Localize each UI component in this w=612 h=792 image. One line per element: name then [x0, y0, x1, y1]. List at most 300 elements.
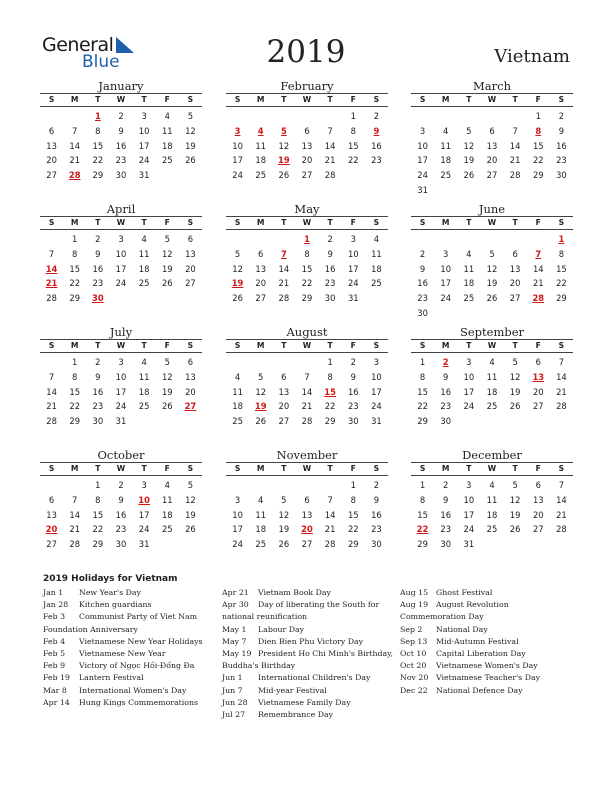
day-cell: 22 [417, 401, 428, 412]
day-cell: 26 [161, 401, 173, 412]
day-cell: 27 [185, 278, 196, 289]
day-cell: 9 [558, 125, 565, 136]
holiday-list-item [222, 697, 400, 709]
holiday-name: Ghost Festival [436, 588, 493, 597]
holiday-day-cell: 7 [280, 248, 287, 259]
day-cell: 29 [92, 539, 104, 550]
day-cell: 28 [556, 524, 567, 535]
day-cell: 1 [419, 480, 426, 490]
weekday-label: M [256, 341, 265, 350]
weekday-label: S [558, 341, 565, 350]
month-name: July [109, 325, 133, 339]
day-cell: 14 [69, 509, 81, 520]
day-cell: 13 [509, 263, 521, 274]
holiday-day-cell: 5 [280, 125, 287, 136]
holiday-date: Feb 19 [43, 673, 70, 683]
day-cell: 11 [161, 125, 173, 136]
holiday-name: Mid-Autumn Festival [436, 636, 519, 646]
weekday-label: T [95, 218, 101, 227]
day-cell: 26 [278, 170, 290, 181]
day-cell: 11 [371, 248, 382, 259]
day-grid [226, 478, 388, 552]
day-cell: 9 [443, 371, 449, 382]
day-cell: 5 [512, 480, 518, 490]
holiday-date: Oct 20 [400, 661, 427, 671]
day-cell: 10 [463, 494, 475, 505]
day-cell: 12 [161, 248, 173, 259]
day-cell: 19 [185, 509, 196, 520]
day-cell: 10 [115, 248, 127, 259]
day-cell: 18 [371, 263, 382, 274]
day-cell: 19 [509, 509, 521, 520]
weekday-label: T [466, 218, 472, 227]
weekday-label: S [419, 341, 426, 350]
month-name: September [459, 325, 525, 339]
holiday-list-item [222, 685, 400, 697]
day-cell: 19 [486, 278, 498, 289]
day-cell: 3 [141, 480, 147, 490]
day-cell: 5 [164, 234, 170, 244]
weekday-header [226, 93, 388, 107]
day-cell: 13 [185, 248, 196, 259]
day-cell: 4 [164, 480, 170, 490]
empty-day-cell [63, 478, 86, 493]
day-cell: 6 [304, 125, 310, 136]
day-cell: 17 [463, 386, 475, 397]
day-cell: 17 [232, 155, 243, 166]
day-cell: 13 [301, 509, 313, 520]
day-cell: 8 [350, 494, 356, 505]
holiday-name: Vietnamese New Year [79, 649, 166, 659]
day-cell: 18 [486, 386, 498, 397]
holiday-name: Foundation Anniversary [43, 624, 138, 634]
holiday-date: Sep 2 [400, 624, 423, 634]
holiday-day-cell: 30 [92, 293, 104, 304]
day-cell: 24 [440, 293, 452, 304]
month-name: August [286, 325, 328, 339]
day-cell: 28 [324, 170, 336, 181]
day-cell: 18 [232, 401, 243, 412]
day-cell: 26 [185, 155, 196, 166]
day-cell: 5 [512, 357, 518, 367]
weekday-label: M [441, 218, 450, 227]
empty-day-cell [272, 232, 295, 247]
day-cell: 7 [558, 357, 565, 367]
holiday-name: national reunification [222, 612, 308, 622]
weekday-label: S [373, 464, 380, 473]
day-cell: 21 [301, 401, 313, 412]
empty-day-cell [527, 232, 550, 247]
day-cell: 21 [46, 401, 57, 412]
weekday-label: M [70, 464, 79, 473]
weekday-label: S [187, 341, 194, 350]
day-cell: 20 [509, 278, 521, 289]
day-cell: 23 [92, 278, 104, 289]
day-cell: 24 [463, 524, 475, 535]
day-cell: 11 [161, 494, 173, 505]
holiday-list-item [400, 611, 578, 623]
day-cell: 13 [486, 140, 498, 151]
day-cell: 24 [115, 278, 127, 289]
day-cell: 29 [417, 416, 428, 427]
day-cell: 12 [509, 371, 521, 382]
holiday-date: Jun 1 [222, 673, 243, 683]
holiday-name: Vietnamese Teacher's Day [436, 673, 541, 683]
day-cell: 12 [463, 140, 475, 151]
empty-day-cell [40, 478, 63, 493]
day-cell: 10 [440, 263, 452, 274]
weekday-label: S [48, 341, 55, 350]
day-cell: 22 [69, 278, 81, 289]
day-grid [411, 478, 573, 552]
empty-day-cell [480, 109, 503, 124]
holiday-list-item [43, 648, 221, 660]
day-cell: 3 [373, 357, 380, 367]
day-cell: 13 [46, 509, 57, 520]
day-cell: 6 [48, 494, 55, 505]
day-cell: 26 [185, 524, 196, 535]
holiday-list-item [43, 587, 221, 599]
day-cell: 7 [48, 248, 55, 259]
day-cell: 1 [535, 111, 541, 121]
day-cell: 18 [486, 509, 498, 520]
logo-word-general: General [42, 34, 114, 56]
holiday-day-cell: 20 [301, 524, 313, 535]
day-cell: 2 [443, 480, 449, 490]
day-cell: 10 [232, 140, 243, 151]
holiday-name: National Day [436, 624, 488, 634]
day-cell: 5 [187, 480, 194, 490]
weekday-header [411, 462, 573, 476]
empty-day-cell [249, 109, 272, 124]
day-cell: 5 [234, 248, 241, 259]
holiday-day-cell: 10 [138, 494, 150, 505]
day-grid [411, 109, 573, 198]
day-cell: 6 [281, 371, 287, 382]
day-cell: 24 [463, 401, 475, 412]
empty-day-cell [249, 232, 272, 247]
day-cell: 8 [304, 248, 310, 259]
weekday-label: F [164, 464, 170, 473]
holiday-name: Day of liberating the South for [258, 600, 380, 610]
weekday-header [40, 339, 202, 353]
day-cell: 15 [417, 509, 428, 520]
day-cell: 3 [443, 248, 449, 259]
day-cell: 26 [463, 170, 475, 181]
holiday-name: International Women's Day [79, 685, 187, 695]
holiday-list-item [43, 697, 221, 709]
day-cell: 17 [463, 509, 475, 520]
day-cell: 25 [138, 401, 150, 412]
day-cell: 29 [556, 293, 567, 304]
day-cell: 20 [46, 155, 57, 166]
day-cell: 9 [118, 494, 124, 505]
weekday-header [411, 339, 573, 353]
day-cell: 7 [327, 125, 333, 136]
empty-day-cell [295, 355, 318, 370]
day-cell: 10 [463, 371, 475, 382]
day-cell: 5 [281, 494, 287, 505]
holiday-date: May 7 [222, 636, 247, 646]
day-cell: 25 [161, 524, 173, 535]
weekday-label: S [187, 218, 194, 227]
day-cell: 5 [164, 357, 170, 367]
day-cell: 8 [419, 494, 426, 505]
day-cell: 13 [532, 494, 544, 505]
holiday-name: Lantern Festival [79, 673, 144, 683]
day-cell: 2 [373, 111, 380, 121]
month-november [226, 448, 388, 552]
day-cell: 15 [92, 509, 104, 520]
holiday-list-item [222, 587, 400, 599]
weekday-label: M [70, 341, 79, 350]
day-cell: 12 [278, 509, 290, 520]
weekday-label: S [234, 218, 241, 227]
day-grid [226, 355, 388, 429]
empty-day-cell [249, 355, 272, 370]
day-cell: 9 [95, 371, 101, 382]
weekday-header [40, 93, 202, 107]
holiday-date: Oct 10 [400, 649, 427, 659]
day-cell: 22 [92, 155, 104, 166]
day-cell: 4 [489, 480, 495, 490]
day-cell: 5 [489, 248, 495, 259]
day-cell: 21 [532, 278, 544, 289]
holiday-list-item [222, 672, 400, 684]
holiday-day-cell: 21 [45, 278, 58, 289]
day-cell: 3 [141, 111, 147, 121]
day-cell: 19 [161, 263, 173, 274]
day-cell: 15 [347, 140, 359, 151]
holiday-list-item [400, 648, 578, 660]
holiday-day-cell: 19 [231, 278, 244, 289]
day-cell: 4 [141, 357, 147, 367]
day-cell: 18 [161, 140, 173, 151]
holiday-list-item [222, 648, 400, 660]
holiday-date: Feb 4 [43, 636, 66, 646]
weekday-label: S [234, 95, 241, 104]
day-cell: 27 [46, 539, 57, 550]
day-cell: 25 [486, 401, 498, 412]
day-cell: 31 [417, 184, 428, 195]
day-cell: 28 [324, 539, 336, 550]
month-name: April [106, 202, 136, 216]
day-cell: 30 [347, 416, 359, 427]
weekday-label: S [187, 95, 194, 104]
weekday-label: S [48, 218, 55, 227]
day-cell: 13 [255, 263, 267, 274]
day-cell: 31 [463, 539, 475, 550]
holiday-list-item [43, 660, 221, 672]
day-cell: 23 [371, 155, 382, 166]
day-cell: 13 [185, 371, 196, 382]
day-cell: 6 [48, 125, 55, 136]
empty-day-cell [295, 478, 318, 493]
weekday-label: T [512, 95, 518, 104]
weekday-label: M [256, 218, 265, 227]
day-cell: 12 [185, 125, 196, 136]
day-cell: 10 [371, 371, 382, 382]
day-cell: 22 [532, 155, 544, 166]
day-cell: 26 [232, 293, 243, 304]
day-cell: 24 [138, 155, 150, 166]
day-cell: 29 [324, 416, 336, 427]
day-cell: 18 [138, 263, 150, 274]
day-cell: 6 [535, 480, 541, 490]
day-cell: 3 [419, 125, 426, 136]
day-cell: 19 [185, 140, 196, 151]
day-cell: 17 [232, 524, 243, 535]
empty-day-cell [319, 478, 342, 493]
day-cell: 25 [486, 524, 498, 535]
day-cell: 17 [138, 140, 150, 151]
day-cell: 13 [278, 386, 290, 397]
day-cell: 21 [509, 155, 521, 166]
day-grid [226, 109, 388, 183]
holiday-date: Feb 9 [43, 661, 66, 671]
day-cell: 31 [138, 539, 150, 550]
month-september [411, 325, 573, 429]
day-cell: 16 [347, 386, 359, 397]
day-cell: 4 [489, 357, 495, 367]
holiday-column-3 [400, 587, 578, 697]
empty-day-cell [40, 232, 63, 247]
day-cell: 25 [371, 278, 382, 289]
day-cell: 25 [232, 416, 243, 427]
weekday-label: S [558, 464, 565, 473]
day-cell: 8 [327, 371, 333, 382]
day-cell: 4 [164, 111, 170, 121]
weekday-label: F [350, 464, 356, 473]
day-cell: 5 [187, 111, 194, 121]
weekday-label: F [350, 341, 356, 350]
day-cell: 20 [185, 263, 196, 274]
day-cell: 12 [509, 494, 521, 505]
day-cell: 16 [92, 263, 104, 274]
day-cell: 6 [304, 494, 310, 505]
day-cell: 22 [347, 155, 359, 166]
day-cell: 26 [255, 416, 267, 427]
day-cell: 2 [118, 480, 124, 490]
holidays-title: 2019 Holidays for Vietnam [43, 574, 178, 584]
day-grid [40, 355, 202, 429]
day-cell: 28 [46, 293, 57, 304]
month-march [411, 79, 573, 198]
day-cell: 15 [532, 140, 544, 151]
weekday-label: S [373, 218, 380, 227]
holiday-date: Jun 7 [222, 685, 243, 695]
holiday-list-item [400, 599, 578, 611]
empty-day-cell [40, 355, 63, 370]
day-cell: 31 [138, 170, 150, 181]
holiday-day-cell: 20 [45, 524, 58, 535]
weekday-label: S [187, 464, 194, 473]
day-cell: 22 [324, 401, 336, 412]
weekday-label: T [281, 218, 287, 227]
day-cell: 12 [255, 386, 267, 397]
day-cell: 22 [556, 278, 567, 289]
day-cell: 11 [486, 494, 498, 505]
month-august [226, 325, 388, 429]
day-cell: 27 [301, 170, 313, 181]
empty-day-cell [504, 232, 527, 247]
day-cell: 20 [278, 401, 290, 412]
holiday-day-cell: 4 [257, 125, 264, 136]
month-name: December [462, 448, 522, 462]
day-cell: 27 [509, 293, 521, 304]
day-cell: 8 [419, 371, 426, 382]
weekday-label: F [350, 95, 356, 104]
day-cell: 23 [115, 155, 127, 166]
day-cell: 3 [350, 234, 356, 244]
day-cell: 14 [301, 386, 313, 397]
day-cell: 14 [69, 140, 81, 151]
day-cell: 28 [278, 293, 290, 304]
holiday-day-cell: 1 [304, 234, 310, 244]
day-grid [411, 355, 573, 429]
empty-day-cell [411, 109, 434, 124]
day-cell: 11 [463, 263, 475, 274]
weekday-label: M [441, 464, 450, 473]
day-cell: 10 [232, 509, 243, 520]
day-cell: 9 [95, 248, 101, 259]
day-cell: 12 [486, 263, 498, 274]
day-cell: 16 [115, 140, 127, 151]
empty-day-cell [434, 109, 457, 124]
month-name: October [97, 448, 145, 462]
day-cell: 30 [556, 170, 567, 181]
day-grid [226, 232, 388, 306]
day-cell: 29 [69, 293, 81, 304]
holiday-day-cell: 8 [535, 125, 542, 136]
day-cell: 13 [46, 140, 57, 151]
day-cell: 15 [417, 386, 428, 397]
weekday-label: S [373, 341, 380, 350]
weekday-label: T [281, 464, 287, 473]
weekday-label: T [141, 218, 147, 227]
day-cell: 9 [443, 494, 449, 505]
weekday-label: S [419, 95, 426, 104]
day-cell: 7 [48, 371, 55, 382]
day-cell: 1 [350, 480, 356, 490]
day-cell: 2 [95, 234, 101, 244]
day-cell: 2 [419, 248, 426, 259]
day-cell: 28 [46, 416, 57, 427]
day-cell: 1 [327, 357, 333, 367]
day-cell: 8 [72, 371, 78, 382]
holiday-date: Jul 27 [222, 710, 246, 720]
day-cell: 28 [509, 170, 521, 181]
holiday-name: Dien Bien Phu Victory Day [258, 636, 364, 646]
weekday-label: F [535, 464, 541, 473]
holiday-name: International Children's Day [258, 673, 371, 683]
day-cell: 28 [556, 401, 567, 412]
day-cell: 15 [92, 140, 104, 151]
day-cell: 14 [509, 140, 521, 151]
holiday-date: Feb 3 [43, 612, 66, 622]
day-cell: 30 [440, 416, 452, 427]
weekday-label: W [487, 341, 497, 350]
weekday-label: M [441, 341, 450, 350]
day-cell: 27 [532, 401, 544, 412]
day-cell: 11 [255, 509, 267, 520]
day-cell: 21 [69, 155, 81, 166]
day-cell: 5 [466, 125, 472, 136]
holiday-day-cell: 22 [416, 524, 429, 535]
holiday-name: Buddha's Birthday [222, 661, 296, 671]
weekday-label: M [441, 95, 450, 104]
holiday-list-item [400, 624, 578, 636]
